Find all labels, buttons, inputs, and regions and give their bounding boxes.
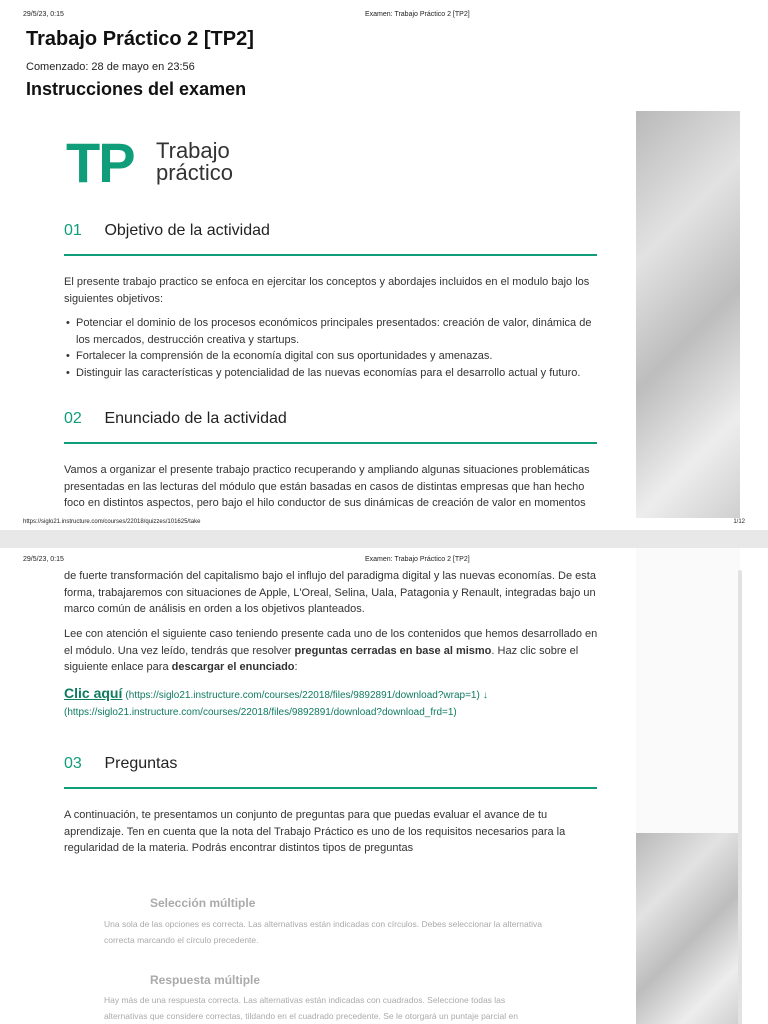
- section-label: Objetivo de la actividad: [104, 222, 270, 239]
- question-type-title: Respuesta múltiple: [150, 973, 261, 987]
- logo-subtitle: Trabajo práctico: [156, 138, 234, 185]
- section-number: 02: [64, 410, 82, 427]
- preguntas-intro: A continuación, te presentamos un conjunto de preguntas para que puedas evaluar el avance de tu aprendizaje. Ten en cuenta que la nota del Trabajo Práctico es uno de los requisitos necesarios para la regularidad de la materia. Podrás encontrar distintos tipos de preguntas: [64, 809, 566, 854]
- enunciado-paragraph-cont: de fuerte transformación del capitalismo bajo el influjo del paradigma digital y las nuevas economías. De esta forma, trabajaremos con situaciones de Apple, L'Oreal, Selina, Uala, Patagonia y Renault, integradas bajo un marco común de análisis en orden a los objetivos planteados.: [64, 570, 596, 615]
- section-label: Preguntas: [104, 755, 178, 772]
- instructions-paragraph: Lee con atención el siguiente caso teniendo presente cada uno de los contenidos que hemos desarrollado en el módulo. Una vez leído, tendrás que resolver preguntas cerradas en base al mismo. Haz clic sobre el siguiente enlace para descargar el enunciado:: [64, 628, 598, 673]
- print-date: 29/5/23, 0:15: [23, 556, 64, 563]
- decorative-image: [636, 833, 740, 1024]
- list-item: • Potenciar el dominio de los procesos económicos principales presentados: creación de valor, dinámica de los mercados, destrucción creativa y startups.: [64, 315, 600, 348]
- section-heading-03: [64, 755, 597, 789]
- section-heading-01: [64, 222, 597, 256]
- download-frd-url[interactable]: (https://siglo21.instructure.com/courses/22018/files/9892891/download?download_frd=1): [64, 706, 457, 718]
- download-link[interactable]: Clic aquí: [64, 685, 123, 701]
- list-item: • Fortalecer la comprensión de la economía digital con sus oportunidades y amenazas.: [64, 348, 600, 365]
- section-heading-02: [64, 410, 597, 444]
- decorative-image: [636, 111, 740, 518]
- print-page-number: 1/12: [733, 519, 745, 525]
- print-date: 29/5/23, 0:15: [23, 11, 64, 18]
- print-url: https://siglo21.instructure.com/courses/22018/quizzes/101625/take: [23, 519, 201, 525]
- tp-logo: [66, 131, 234, 194]
- scrollbar[interactable]: [738, 570, 742, 1024]
- question-type-title: Selección múltiple: [150, 896, 256, 910]
- print-title: Examen: Trabajo Práctico 2 [TP2]: [365, 556, 470, 563]
- enunciado-paragraph: Vamos a organizar el presente trabajo practico recuperando y ampliando algunas situaciones problemáticas presentadas en las lecturas del módulo que están basadas en casos de distintas empresas que han hecho foco en distintos aspectos, pero bajo el hilo conductor de sus dinámicas de creación de valor en momentos: [64, 464, 590, 509]
- started-time: Comenzado: 28 de mayo en 23:56: [26, 61, 195, 73]
- objective-intro: El presente trabajo practico se enfoca en ejercitar los conceptos y abordajes incluidos en el modulo bajo los siguientes objetivos:: [64, 276, 590, 305]
- download-icon[interactable]: ↓: [482, 690, 488, 701]
- print-page-2: [0, 548, 768, 1024]
- download-link-url[interactable]: (https://siglo21.instructure.com/courses/22018/files/9892891/download?wrap=1): [125, 690, 480, 701]
- print-title: Examen: Trabajo Práctico 2 [TP2]: [365, 11, 470, 18]
- list-item: • Distinguir las características y potencialidad de las nuevas economías para el desarrollo actual y futuro.: [64, 365, 600, 382]
- section-label: Enunciado de la actividad: [104, 410, 287, 427]
- question-type-desc: Hay más de una respuesta correcta. Las alternativas están indicadas con cuadrados. Seleccione todas las alternativas que considere correctas, tildando en el cuadrado precedente. Se le otorgará un puntaje parcial en: [104, 995, 518, 1021]
- page-title: Trabajo Práctico 2 [TP2]: [26, 28, 254, 50]
- download-link-block: [64, 685, 600, 721]
- section-number: 01: [64, 222, 82, 239]
- question-type-desc: Una sola de las opciones es correcta. Las alternativas están indicadas con círculos. Debes seleccionar la alternativa correcta marcando el círculo precedente.: [104, 919, 542, 945]
- section-number: 03: [64, 755, 82, 772]
- logo-letters: TP: [66, 131, 134, 194]
- instructions-heading: Instrucciones del examen: [26, 79, 247, 99]
- objectives-list: [64, 315, 600, 381]
